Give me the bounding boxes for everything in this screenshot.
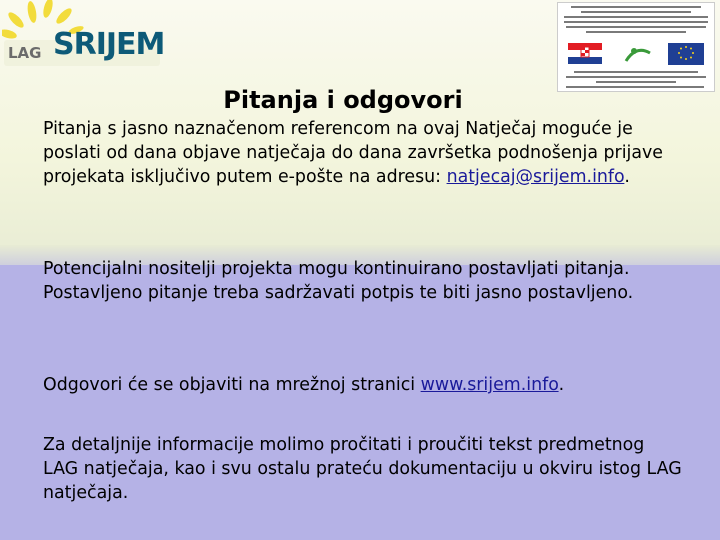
paragraph-questions-submission — [43, 117, 683, 189]
email-link[interactable]: natjecaj@srijem.info — [446, 167, 625, 187]
paragraph-more-info — [43, 433, 683, 505]
page-title: Pitanja i odgovori — [223, 86, 463, 114]
website-link[interactable]: www.srijem.info — [420, 375, 559, 395]
paragraph-3-end: . — [558, 375, 565, 395]
logo-lag-text: LAG — [8, 44, 42, 62]
funding-fine-print — [564, 6, 708, 36]
paragraph-2-text: Potencijalni nositelji projekta mogu kontinuirano postavljati pitanja. Postavljeno pitanje treba sadržavati potpis te biti jasno postavljeno. — [43, 259, 634, 303]
croatia-flag-icon — [568, 43, 602, 64]
eu-flag-icon — [668, 43, 704, 65]
funding-logos-row — [564, 41, 708, 67]
lag-srijem-logo — [2, 0, 165, 68]
paragraph-4-text: Za detaljnije informacije molimo pročitati i proučiti tekst predmetnog LAG natječaja, kao i svu ostalu prateću dokumentaciju u okviru istog LAG natječaja. — [43, 435, 682, 503]
paragraph-questions-continuous — [43, 257, 683, 305]
paragraph-answers-website — [43, 373, 683, 397]
paragraph-3-text: Odgovori će se objaviti na mrežnoj stranici — [43, 375, 421, 395]
paragraph-1-end: . — [624, 167, 630, 187]
eu-funding-logos-box — [557, 2, 715, 92]
leader-logo-icon — [622, 44, 652, 64]
paragraph-1-text: Pitanja s jasno naznačenom referencom na ovaj Natječaj moguće je poslati od dana objave natječaja do dana završetka podnošenja prijave projekata isključivo putem e-pošte na adresu: — [43, 119, 664, 187]
logo-srijem-text: SRIJEM — [53, 27, 165, 62]
